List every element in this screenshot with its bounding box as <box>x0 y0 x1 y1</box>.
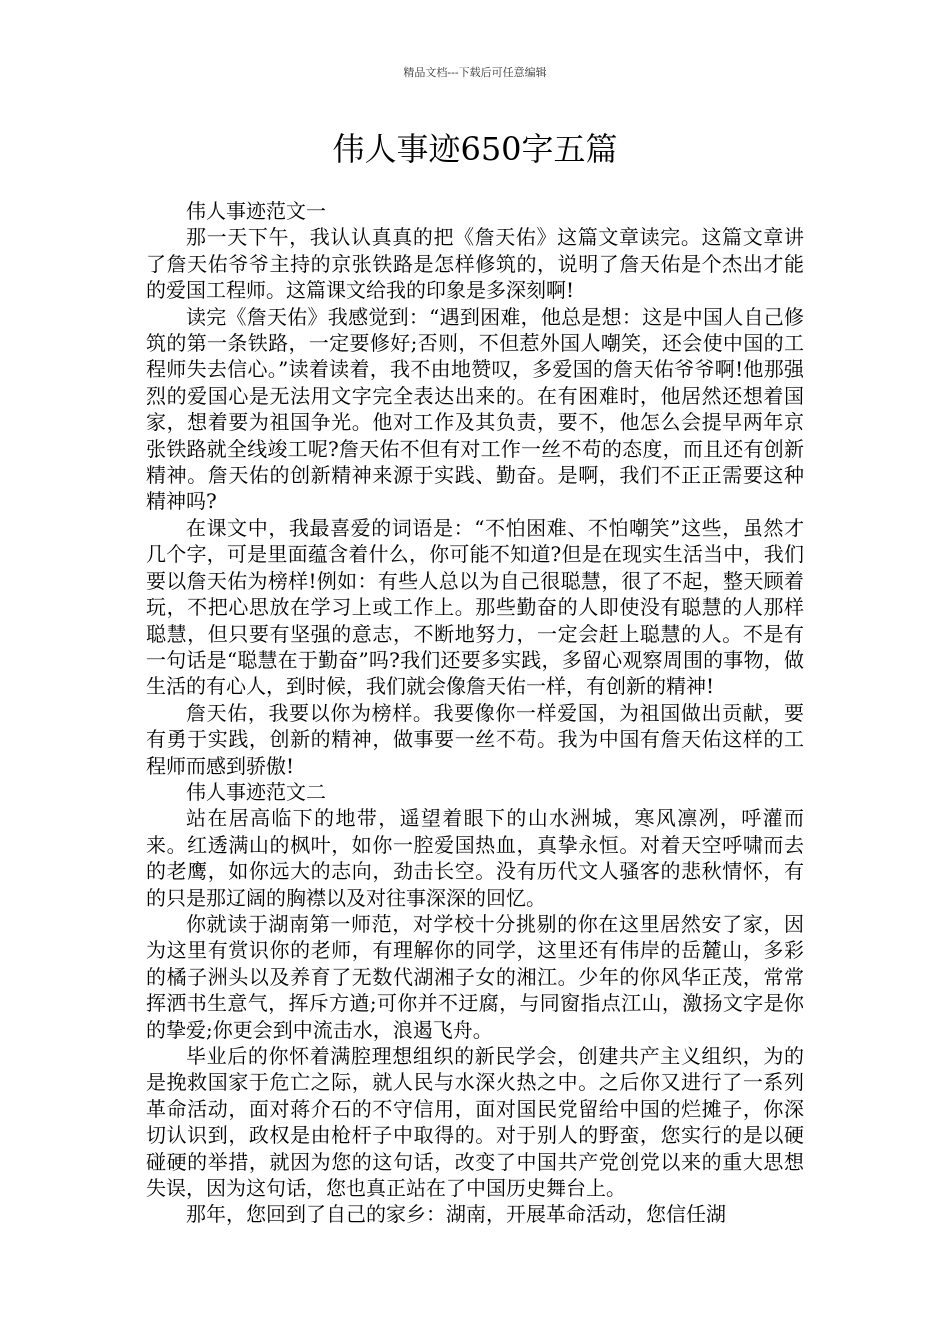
paragraph: 毕业后的你怀着满腔理想组织的新民学会，创建共产主义组织，为的是挽救国家于危亡之际，就人民与水深火热之中。之后你又进行了一系列革命活动，面对蒋介石的不守信用，面对国民党留给中国的烂摊子，你深切认识到，政权是由枪杆子中取得的。对于别人的野蛮，您实行的是以硬碰硬的举措，就因为您的这句话，改变了中国共产党创党以来的重大思想失误，因为这句话，您也真正站在了中国历史舞台上。 <box>146 1044 804 1201</box>
paragraph: 那年，您回到了自己的家乡：湖南，开展革命活动，您信任湖 <box>186 1202 726 1227</box>
document-title: 伟人事迹650字五篇 <box>332 130 618 168</box>
document-body <box>146 198 804 1228</box>
paragraph: 詹天佑，我要以你为榜样。我要像你一样爱国，为祖国做出贡献，要有勇于实践，创新的精神，做事要一丝不苟。我为中国有詹天佑这样的工程师而感到骄傲! <box>146 700 804 778</box>
paragraph: 那一天下午，我认认真真的把《詹天佑》这篇文章读完。这篇文章讲了詹天佑爷爷主持的京张铁路是怎样修筑的，说明了詹天佑是个杰出才能的爱国工程师。这篇课文给我的印象是多深刻啊! <box>146 225 804 303</box>
section-heading: 伟人事迹范文一 <box>186 199 326 223</box>
paragraph: 你就读于湖南第一师范，对学校十分挑剔的你在这里居然安了家，因为这里有赏识你的老师，有理解你的同学，这里还有伟岸的岳麓山，多彩的橘子洲头以及养育了无数代湖湘子女的湘江。少年的你风华正茂，常常挥洒书生意气，挥斥方遒;可你并不迂腐，与同窗指点江山，激扬文字是你的挚爱;你更会到中流击水，浪遏飞舟。 <box>146 911 804 1042</box>
section-heading: 伟人事迹范文二 <box>186 779 326 804</box>
paragraph: 读完《詹天佑》我感觉到：“遇到困难，他总是想：这是中国人自己修筑的第一条铁路，一定要修好;否则，不但惹外国人嘲笑，还会使中国的工程师失去信心。”读着读着，我不由地赞叹，多爱国的詹天佑爷爷啊!他那强烈的爱国心是无法用文字完全表达出来的。在有困难时，他居然还想着国家，想着要为祖国争光。他对工作及其负责，要不，他怎么会提早两年京张铁路就全线竣工呢?詹天佑不但有对工作一丝不苟的态度，而且还有创新精神。詹天佑的创新精神来源于实践、勤奋。是啊，我们不正正需要这种精神吗? <box>146 304 804 514</box>
paragraph: 在课文中，我最喜爱的词语是：“不怕困难、不怕嘲笑”这些，虽然才几个字，可是里面蕴含着什么，你可能不知道?但是在现实生活当中，我们要以詹天佑为榜样!例如：有些人总以为自己很聪慧，很了不起，整天顾着玩，不把心思放在学习上或工作上。那些勤奋的人即使没有聪慧的人那样聪慧，但只要有坚强的意志，不断地努力，一定会赶上聪慧的人。不是有一句话是“聪慧在于勤奋”吗?我们还要多实践，多留心观察周围的事物，做生活的有心人，到时候，我们就会像詹天佑一样，有创新的精神! <box>146 515 804 699</box>
paragraph: 站在居高临下的地带，遥望着眼下的山水洲城，寒风凛冽，呼灌而来。红透满山的枫叶，如你一腔爱国热血，真挚永恒。对着天空呼啸而去的老鹰，如你远大的志向，劲击长空。没有历代文人骚客的悲秋情怀，有的只是那辽阔的胸襟以及对往事深深的回忆。 <box>146 806 804 910</box>
header-note: 精品文档---下载后可任意编辑 <box>403 66 547 79</box>
